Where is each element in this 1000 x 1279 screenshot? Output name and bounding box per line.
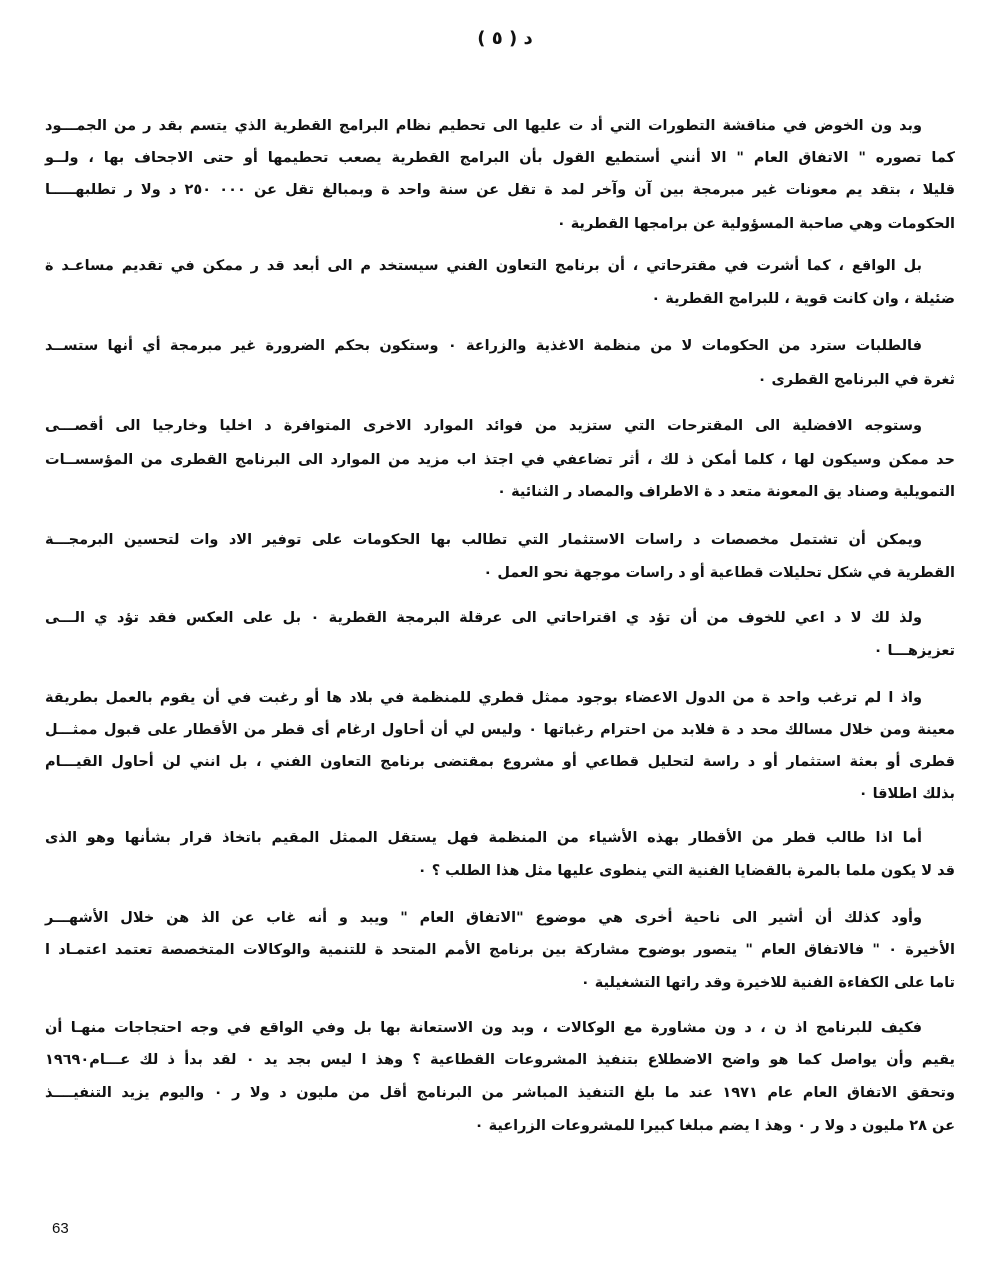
text-line: بذلك اطلاقا ٠ xyxy=(858,786,955,802)
text-line: وبد ون الخوض في مناقشة التطورات التي أد ت عليها الى تحطيم نظام البرامج القطرية الذي يتسم بقد ر من الجمـــود xyxy=(45,118,922,134)
text-line: قليلا ، بتقد يم معونات غير مبرمجة بين آن وآخر لمد ة تقل عن سنة واحد ة وبمبالغ تقل عن ٠٠٠ ٢٥٠ د ولا ر تطلبهـــــا xyxy=(45,182,955,198)
text-line: تعزيزهـــا ٠ xyxy=(873,643,955,659)
text-line: كما تصوره " الاتفاق العام " الا أنني أستطيع القول بأن البرامج القطرية يصعب تحطيمها أو حتى الاجحاف بها ، ولــو xyxy=(45,150,955,166)
text-line: فكيف للبرنامج اذ ن ، د ون مشاورة مع الوكالات ، وبد ون الاستعانة بها بل وفي الواقع في وجه احتجاجات منهـا أن xyxy=(45,1020,922,1036)
text-line: ثغرة في البرنامج القطرى ٠ xyxy=(757,372,955,388)
text-line: تاما على الكفاءة الفنية للاخيرة وقد راتها التشغيلية ٠ xyxy=(580,975,955,991)
page-number: 63 xyxy=(52,1220,69,1237)
text-line: قد لا يكون ملما بالمرة بالقضايا الفنية التي ينطوى عليها مثل هذا الطلب ؟ ٠ xyxy=(417,863,955,879)
text-line: معينة ومن خلال مسالك محد د ة فلابد من احترام رغباتها ٠ وليس لي أن أحاول ارغام أى قطر من الأقطار على قبول ممثـــل xyxy=(45,722,956,738)
text-line: عن ٢٨ مليون د ولا ر ٠ وهذ ا يضم مبلغا كبيرا للمشروعات الزراعية ٠ xyxy=(474,1118,955,1134)
text-line: واذ ا لم ترغب واحد ة من الدول الاعضاء بوجود ممثل قطري للمنظمة في بلاد ها أو رغبت في أن يقوم بالعمل بطريقة xyxy=(45,690,922,706)
text-line: الحكومات وهي صاحبة المسؤولية عن برامجها القطرية ٠ xyxy=(556,216,955,232)
text-line: وأود كذلك أن أشير الى ناحية أخرى هي موضوع "الاتفاق العام " ويبد و أنه غاب عن الذ هن خلال الأشهـــر xyxy=(45,910,922,926)
text-line: وتحقق الاتفاق العام عام ١٩٧١ عند ما بلغ التنفيذ المباشر من البرنامج أقل من مليون د ولا ر ٠ واليوم يزيد التنفيــــذ xyxy=(45,1085,955,1101)
text-line: ضئيلة ، وان كانت قوية ، للبرامج القطرية ٠ xyxy=(651,291,955,307)
text-line: ولذ لك لا د اعي للخوف من أن تؤد ي اقتراحاتي الى عرقلة البرمجة القطرية ٠ بل على العكس فقد تؤد ي الـــى xyxy=(45,610,922,626)
text-line: ويمكن أن تشتمل مخصصات د راسات الاستثمار التي تطالب بها الحكومات على توفير الاد وات لتحسين البرمجـــة xyxy=(45,532,922,548)
text-line: أما اذا طالب قطر من الأقطار بهذه الأشياء من المنظمة فهل يستقل الممثل المقيم باتخاذ قرار بشأنها وهو الذى xyxy=(45,830,922,846)
text-line: الأخيرة ٠ " فالاتفاق العام " يتصور بوضوح مشاركة بين برنامج الأمم المتحد ة للتنمية والوكالات المتخصصة تعتمد اعتمـاد ا xyxy=(45,942,956,958)
text-line: القطرية في شكل تحليلات قطاعية أو د راسات موجهة نحو العمل ٠ xyxy=(483,565,955,581)
text-line: بل الواقع ، كما أشرت في مقترحاتي ، أن برنامج التعاون الفني سيستخد م الى أبعد قد ر ممكن في تقديم مساعـد ة xyxy=(45,258,922,274)
text-line: يقيم وأن يواصل كما هو واضح الاضطلاع بتنفيذ المشروعات القطاعية ؟ وهذ ا ليس بجد يد ٠ لقد بدأ ذ لك عـــام١٩٦٩٠ xyxy=(45,1052,955,1068)
text-line: حد ممكن وسيكون لها ، كلما أمكن ذ لك ، أثر تضاعفي في اجتذ اب مزيد من الموارد الى البرنامج القطرى من المؤسســات xyxy=(45,452,955,468)
text-line: فالطلبات سترد من الحكومات لا من منظمة الاغذية والزراعة ٠ وستكون بحكم الضرورة غير مبرمجة أي أنها ستســد xyxy=(45,338,922,354)
text-line: وستوجه الافضلية الى المقترحات التي ستزيد من فوائد الموارد الاخرى المتوافرة د اخليا وخارجيا الى أقصـــى xyxy=(45,418,922,434)
text-line: قطرى أو بعثة استثمار أو د راسة لتحليل قطاعي أو مشروع بمقتضى برنامج التعاون الفني ، بل انني لن أحاول القيـــام xyxy=(45,754,955,770)
section-page-marker: د ( ٥ ) xyxy=(477,28,533,49)
text-line: التمويلية وصناد يق المعونة متعد د ة الاطراف والمصاد ر الثنائية ٠ xyxy=(497,484,955,500)
